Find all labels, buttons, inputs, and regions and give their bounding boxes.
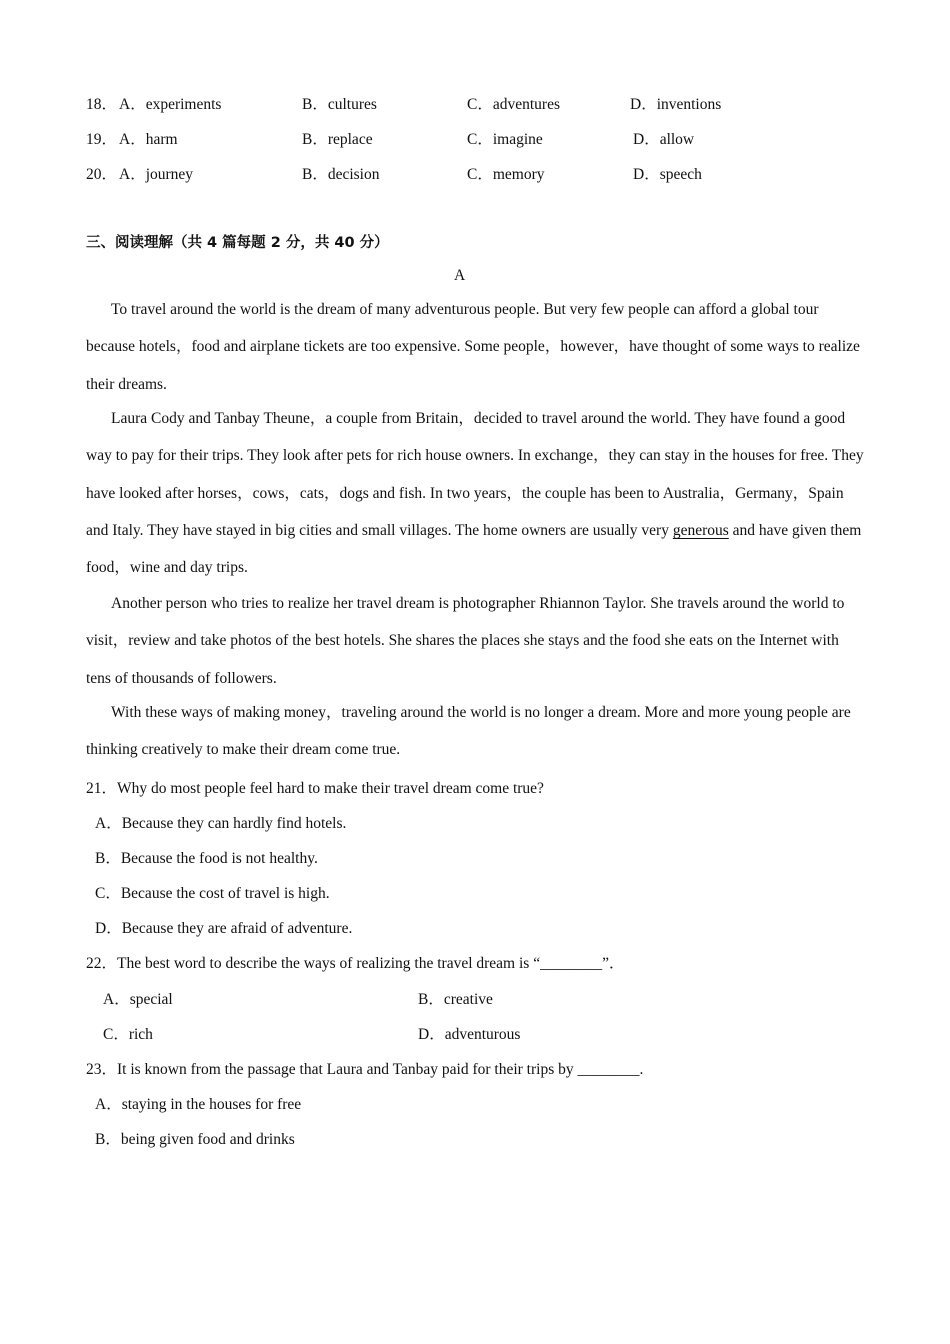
- paragraph-3-text: Another person who tries to realize her travel dream is photographer Rhiannon Taylor. She travels around the world to visit，review and take photos of the best hotels. She shares the places she stays and the food she eats on the Internet with tens of thousands of followers.: [86, 595, 845, 687]
- paragraph-1: [86, 291, 866, 403]
- option-a: A．harm: [119, 131, 178, 148]
- question-22-stem: 22．The best word to describe the ways of realizing the travel dream is “________”．: [86, 955, 625, 972]
- question-number: 18．: [86, 96, 118, 113]
- option-b: B．decision: [302, 166, 380, 183]
- question-21-option-d: D．Because they are afraid of adventure.: [95, 920, 353, 937]
- question-21-option-a: A．Because they can hardly find hotels.: [95, 815, 347, 832]
- option-d: D．allow: [633, 131, 695, 148]
- question-23-option-b: B．being given food and drinks: [95, 1131, 295, 1148]
- question-number: 19．: [86, 131, 118, 148]
- section-title: 三、阅读理解（共 4 篇每题 2 分，共 40 分）: [86, 235, 389, 251]
- underlined-word: generous: [672, 521, 729, 539]
- question-22-option-a: A．special: [103, 991, 173, 1008]
- paragraph-4-text: With these ways of making money，traveling around the world is no longer a dream. More and more young people are thinking creatively to make their dream come true.: [86, 704, 851, 759]
- paragraph-2-text: Laura Cody and Tanbay Theune，a couple from Britain，decided to travel around the world. They have found a good way to pay for their trips. They look after pets for rich house owners. In exchange，they can stay in the houses for free. They have looked after horses，cows，cats，dogs and fish. In two years，the couple has been to Australia，Germany，Spain and Italy. They have stayed in big cities and small villages. The home owners are usually very: [86, 410, 864, 539]
- option-a: A．experiments: [119, 96, 222, 113]
- option-d: D．inventions: [630, 96, 722, 113]
- question-22-option-c: C．rich: [103, 1026, 153, 1043]
- paragraph-2: [86, 400, 866, 586]
- question-22-option-d: D．adventurous: [418, 1026, 521, 1043]
- option-b: B．cultures: [302, 96, 377, 113]
- question-21-option-b: B．Because the food is not healthy.: [95, 850, 318, 867]
- question-22-option-b: B．creative: [418, 991, 493, 1008]
- question-21-option-c: C．Because the cost of travel is high.: [95, 885, 330, 902]
- option-c: C．memory: [467, 166, 545, 183]
- question-21-stem: 21．Why do most people feel hard to make their travel dream come true?: [86, 780, 544, 797]
- option-d: D．speech: [633, 166, 702, 183]
- option-c: C．adventures: [467, 96, 560, 113]
- option-b: B．replace: [302, 131, 373, 148]
- option-c: C．imagine: [467, 131, 543, 148]
- option-a: A．journey: [119, 166, 194, 183]
- passage-label: A: [454, 267, 466, 284]
- question-23-option-a: A．staying in the houses for free: [95, 1096, 302, 1113]
- paragraph-2-text-end: and have given them food，wine and day trips.: [86, 521, 862, 577]
- question-number: 20．: [86, 166, 118, 183]
- paragraph-1-text: To travel around the world is the dream of many adventurous people. But very few people can afford a global tour because hotels，food and airplane tickets are too expensive. Some people，however，have thought of some ways to realize their dreams.: [86, 301, 860, 393]
- paragraph-4: [86, 694, 866, 769]
- paragraph-3: [86, 585, 866, 697]
- question-23-stem: 23．It is known from the passage that Laura and Tanbay paid for their trips by ________.: [86, 1061, 644, 1078]
